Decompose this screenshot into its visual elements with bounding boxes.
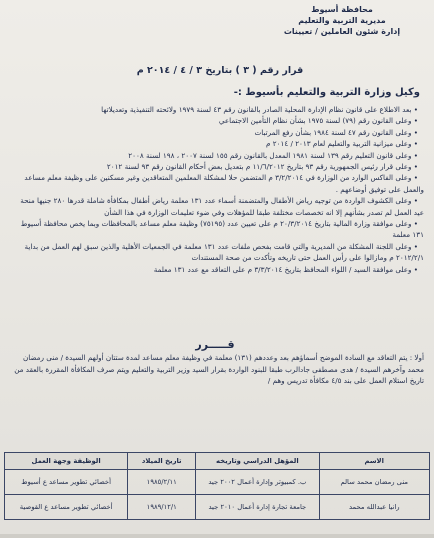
cell-name: رانيا عبدالله محمد xyxy=(319,495,430,520)
preamble-clause: • وعلى القانون رقم ٤٧ لسنة ١٩٨٤ بشأن رفع المرتبات xyxy=(8,127,424,138)
letterhead-directorate: مديرية التربية والتعليم xyxy=(298,16,386,25)
column-header-name: الاسم xyxy=(319,453,430,470)
preamble-clause: • وعلى قرار رئيس الجمهورية رقم ٩٣ بتاريخ ١١/٦/٢٠١٢ م بتعديل بعض أحكام القانون رقم ٩٣ لسنة ٢٠١٢ xyxy=(8,161,424,172)
table-header-row xyxy=(5,453,430,470)
cell-qualification: جامعة تجارة إدارة أعمال ٢٠١٠ جيد xyxy=(196,495,319,520)
article-one: أولا : يتم التعاقد مع السادة الموضح أسماؤهم بعد وعددهم (١٣١) معلمة في وظيفة معلم مساعد لمدة ستتان أولهم السيدة / منى رمضان محمد وآخرهم السيدة / هدى مصطفى جادالرب طبقا للبنود الواردة بقرار السيد وزير التربية والتعليم ويتم صرف المكافأة المقررة بالعقد من تاريخ استلام العمل على بند ٤/٥ مكافأة تدريس وهم / xyxy=(14,353,424,386)
decides-heading: قـــــرر xyxy=(195,338,235,351)
issuer-title: وكيل وزارة التربية والتعليم بأسيوط :- xyxy=(233,87,420,98)
preamble-clause: • وعلى موافقة وزارة المالية بتاريخ ٢٠/٣/٢٠١٤ م على تعيين عدد (٧٥١٩٥) وظيفة معلم مساعد بالمحافظات وبما يخص محافظة أسيوط ١٣١ معلمة xyxy=(8,218,424,241)
cell-qualification: ب. كمبيوتر وإدارة أعمال ٢٠٠٢ جيد xyxy=(196,470,319,495)
cell-name: منى رمضان محمد سالم xyxy=(319,470,430,495)
preamble-clause: • وعلى موافقة السيد / اللواء المحافظ بتاريخ ٣/٣/٢٠١٤ م على التعاقد مع عدد ١٣١ معلمة xyxy=(8,264,424,275)
appointees-table xyxy=(4,452,430,520)
cell-job: أخصائي تطوير مساعد ع القوصية xyxy=(5,495,128,520)
preamble-clause: • وعلى القانون رقم (٧٩) لسنة ١٩٧٥ بشأن نظام التأمين الاجتماعي xyxy=(8,115,424,126)
column-header-birth-date: تاريخ الميلاد xyxy=(128,453,196,470)
preamble-clause: • وعلى الكشوف الواردة من توجيه رياض الأطفال والمتضمنة أسماء عدد ١٣١ معلمة رياض أطفال بمكافأة شاملة قدرها ٢٨٠ جنيها منحة عيد العمل لم تصدر بشأنهم إلا انه تخصصات مختلفة طبقا للمؤهلات وفي ضوء تعليمات الوزارة في هذا الشأن xyxy=(8,195,424,218)
letterhead-department: إدارة شئون العاملين / تعيينات xyxy=(283,27,401,36)
cell-job: أخصائي تطوير مساعد ع أسيوط xyxy=(5,470,128,495)
table-row xyxy=(5,495,430,520)
cell-birth-date: ١٩٨٥/٢/١١ xyxy=(128,470,196,495)
table-row xyxy=(5,470,430,495)
preamble-clause: • وعلى قانون التعليم رقم ١٣٩ لسنة ١٩٨١ المعدل بالقانون رقم ١٥٥ لسنة ٢٠٠٧ ، ١٩٨ لسنة ٢٠٠٨ xyxy=(8,150,424,161)
decision-number-line: قرار رقم ( ٣ ) بتاريخ ٣ / ٤ / ٢٠١٤ م xyxy=(136,65,304,76)
letterhead xyxy=(262,4,422,37)
preamble-clause: • وعلى اللجنة المشكلة من المديرية والتي قامت بفحص ملفات عدد ١٣١ معلمة في الجمعيات الأهلية والذين سبق لهم العمل من بداية ٢٠١٢/٢/١ م ومازالوا على رأس العمل حتى تاريخه وتأكدت من صحة المستندات xyxy=(8,241,424,264)
cell-birth-date: ١٩٨٩/١٢/١ xyxy=(128,495,196,520)
letterhead-governorate: محافظة أسيوط xyxy=(311,5,373,14)
preamble-clause: • بعد الاطلاع على قانون نظام الإدارة المحلية الصادر بالقانون رقم ٤٣ لسنة ١٩٧٩ ولائحته التنفيذية وتعديلاتها xyxy=(8,104,424,115)
page-bottom-edge xyxy=(0,534,434,538)
preamble-clause: • وعلى الفاكس الوارد من الوزارة في ٣/٢/٢٠١٤ م المتضمن حلا لمشكلة المعلمين المتعاقدين وغير مسكنين على وظيفة معلم مساعد والعمل على توفيق أوضاعهم . xyxy=(8,172,424,195)
preamble-clauses xyxy=(8,104,424,275)
column-header-qualification: المؤهل الدراسي وتاريخه xyxy=(196,453,319,470)
column-header-job: الوظيفة وجهة العمل xyxy=(5,453,128,470)
preamble-clause: • وعلى ميزانية التربية والتعليم لعام ٢٠١٣ / ٢٠١٤ م xyxy=(8,138,424,149)
